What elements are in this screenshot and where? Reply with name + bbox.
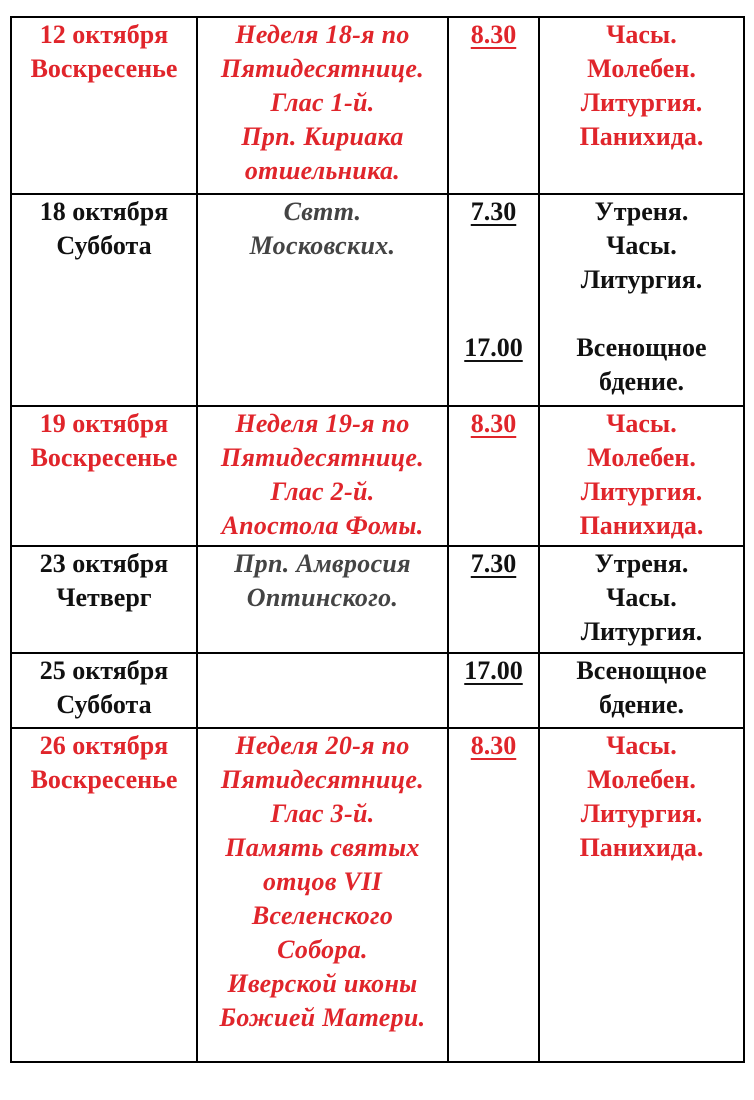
- feast-line: отцов VII: [262, 867, 383, 896]
- time-cell: [448, 728, 539, 1062]
- service-time: 17.00: [464, 333, 523, 362]
- weekday-text: Воскресенье: [30, 765, 178, 794]
- feast-line: Московских.: [249, 231, 396, 260]
- service-line: Утреня.: [594, 197, 689, 226]
- service-time: 8.30: [470, 20, 517, 49]
- time-cell: [448, 194, 539, 406]
- service-line: Литургия.: [580, 265, 703, 294]
- service-time: 17.00: [464, 656, 523, 685]
- feast-line: Неделя 19-я по: [235, 409, 410, 438]
- feast-cell: [197, 728, 448, 1062]
- time-cell: [448, 653, 539, 728]
- feast-line: Пятидесятнице.: [220, 765, 425, 794]
- feast-line: Память святых: [225, 833, 420, 862]
- feast-line: Прп. Амвросия: [234, 549, 411, 578]
- service-line: Утреня.: [594, 549, 689, 578]
- service-line: Молебен.: [587, 443, 696, 472]
- services-cell: [539, 728, 744, 1062]
- feast-cell: [197, 406, 448, 546]
- feast-cell: [197, 194, 448, 406]
- feast-line: Глас 2-й.: [270, 477, 375, 506]
- feast-line: Глас 3-й.: [270, 799, 375, 828]
- spacer: [449, 263, 538, 297]
- weekday-text: Суббота: [56, 231, 152, 260]
- service-line: бдение.: [598, 367, 685, 396]
- service-line: Часы.: [606, 731, 677, 760]
- service-line: Часы.: [606, 583, 677, 612]
- weekday-text: Четверг: [56, 583, 152, 612]
- schedule-row: [11, 653, 744, 728]
- feast-cell: [197, 17, 448, 194]
- feast-line: Прп. Кириака: [241, 122, 404, 151]
- service-line: Всенощное: [576, 656, 707, 685]
- schedule-body: [11, 17, 744, 1062]
- service-line: Часы.: [606, 20, 677, 49]
- spacer: [540, 297, 743, 331]
- feast-line: Иверской иконы: [227, 969, 418, 998]
- time-cell: [448, 406, 539, 546]
- spacer: [449, 297, 538, 331]
- services-cell: [539, 406, 744, 546]
- services-cell: [539, 546, 744, 653]
- service-line: Панихида.: [579, 122, 704, 151]
- services-cell: [539, 17, 744, 194]
- schedule-row: [11, 406, 744, 546]
- date-cell: [11, 653, 197, 728]
- date-cell: [11, 546, 197, 653]
- feast-line: Пятидесятнице.: [220, 443, 425, 472]
- date-cell: [11, 194, 197, 406]
- service-time: 8.30: [470, 731, 517, 760]
- weekday-text: Суббота: [56, 690, 152, 719]
- service-line: Литургия.: [580, 799, 703, 828]
- schedule-row: [11, 194, 744, 406]
- feast-line: Свтт.: [283, 197, 362, 226]
- date-text: 19 октября: [39, 409, 169, 438]
- date-text: 18 октября: [39, 197, 169, 226]
- feast-line: Неделя 18-я по: [235, 20, 410, 49]
- date-text: 12 октября: [39, 20, 169, 49]
- feast-line: Неделя 20-я по: [235, 731, 410, 760]
- service-line: Панихида.: [579, 511, 704, 540]
- service-time: 8.30: [470, 409, 517, 438]
- date-cell: [11, 17, 197, 194]
- service-line: бдение.: [598, 690, 685, 719]
- feast-cell: [197, 546, 448, 653]
- date-text: 23 октября: [39, 549, 169, 578]
- service-line: Панихида.: [579, 833, 704, 862]
- feast-line: Оптинского.: [246, 583, 399, 612]
- service-line: Часы.: [606, 231, 677, 260]
- feast-line: Глас 1-й.: [270, 88, 375, 117]
- service-line: Литургия.: [580, 477, 703, 506]
- date-cell: [11, 406, 197, 546]
- services-cell: [539, 653, 744, 728]
- schedule-row: [11, 546, 744, 653]
- feast-cell: [197, 653, 448, 728]
- feast-line: Собора.: [277, 935, 368, 964]
- weekday-text: Воскресенье: [30, 443, 178, 472]
- date-cell: [11, 728, 197, 1062]
- feast-line: Вселенского: [251, 901, 394, 930]
- service-line: Литургия.: [580, 88, 703, 117]
- service-schedule-table: [10, 16, 745, 1063]
- date-text: 25 октября: [39, 656, 169, 685]
- service-line: Часы.: [606, 409, 677, 438]
- schedule-row: [11, 728, 744, 1062]
- services-cell: [539, 194, 744, 406]
- spacer: [449, 229, 538, 263]
- service-time: 7.30: [470, 549, 517, 578]
- feast-line: Апостола Фомы.: [221, 511, 424, 540]
- service-line: Молебен.: [587, 54, 696, 83]
- feast-line: Пятидесятнице.: [220, 54, 425, 83]
- service-line: Литургия.: [580, 617, 703, 646]
- service-line: Молебен.: [587, 765, 696, 794]
- service-line: Всенощное: [576, 333, 707, 362]
- service-time: 7.30: [470, 197, 517, 226]
- date-text: 26 октября: [39, 731, 169, 760]
- feast-line: Божией Матери.: [219, 1003, 426, 1032]
- feast-line: отшельника.: [244, 156, 401, 185]
- time-cell: [448, 17, 539, 194]
- time-cell: [448, 546, 539, 653]
- schedule-row: [11, 17, 744, 194]
- weekday-text: Воскресенье: [30, 54, 178, 83]
